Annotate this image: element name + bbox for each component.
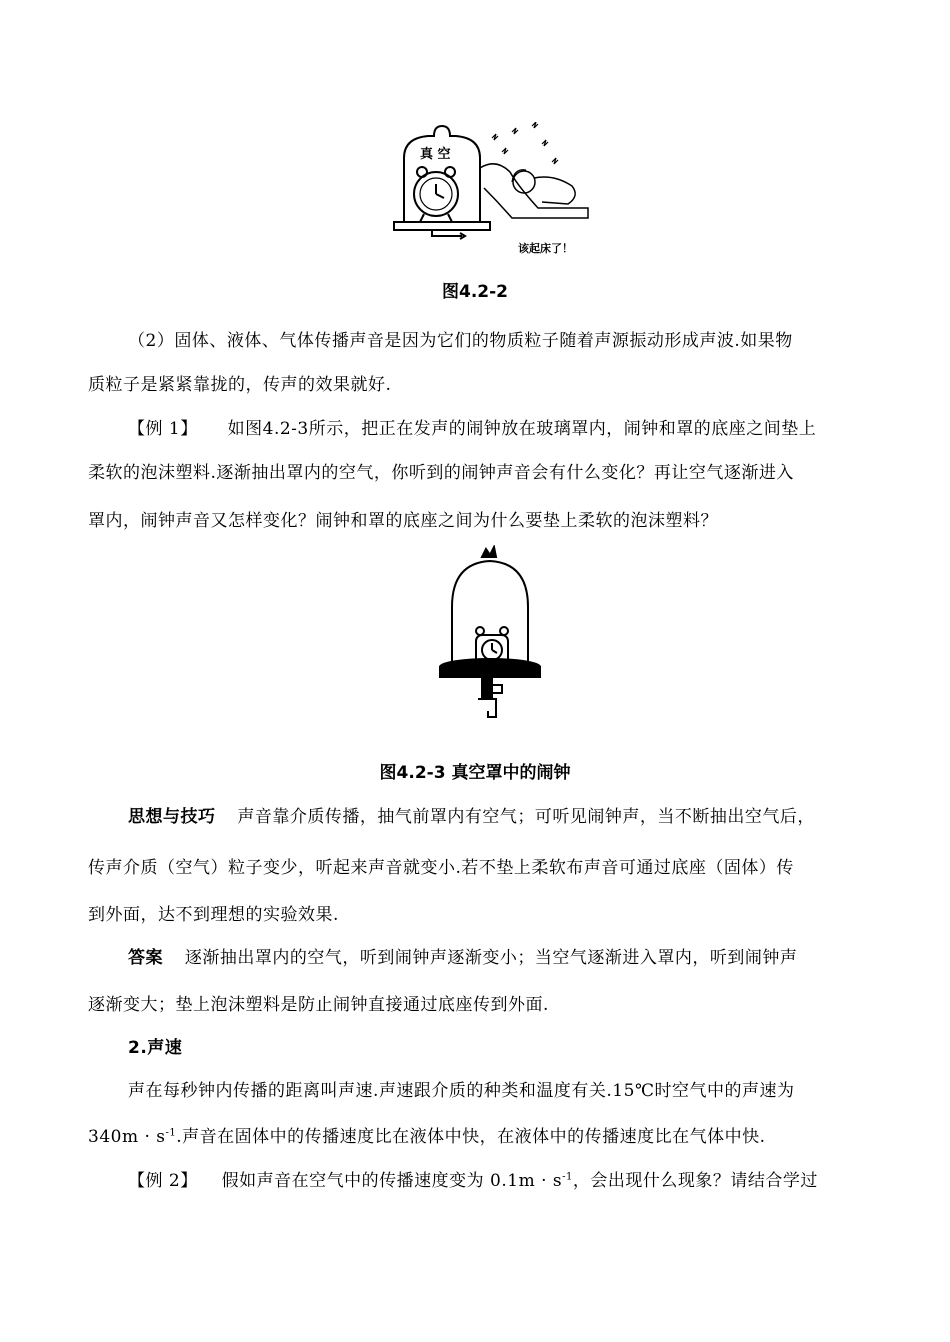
example2-exponent: -1 <box>562 1171 573 1183</box>
thinking-text1: 声音靠介质传播，抽气前罩内有空气；可听见闹钟声，当不断抽出空气后， <box>237 807 815 827</box>
speed-exponent: -1 <box>165 1127 177 1139</box>
jar-label: 真 空 <box>420 147 451 162</box>
example1-line3: 罩内，闹钟声音又怎样变化？闹钟和罩的底座之间为什么要垫上柔软的泡沫塑料？ <box>88 511 718 531</box>
section2-line1: 声在每秒钟内传播的距离叫声速.声速跟介质的种类和温度有关.15℃时空气中的声速为 <box>128 1081 795 1101</box>
example2-text-a: 假如声音在空气中的传播速度变为 0.1m · s <box>221 1171 563 1191</box>
example1-tag: 【例 1】 <box>128 419 198 439</box>
answer-label: 答案 <box>128 948 163 968</box>
example2-tag: 【例 2】 <box>128 1171 198 1191</box>
figure-vacuum-bell-jar <box>438 545 556 725</box>
section2-line2-text: .声音在固体中的传播速度比在液体中快，在液体中的传播速度比在气体中快. <box>176 1127 766 1147</box>
para1-line1: （2）固体、液体、气体传播声音是因为它们的物质粒子随着声源振动形成声波.如果物 <box>128 331 793 351</box>
example2-text-b: ，会出现什么现象？请结合学过 <box>572 1171 818 1191</box>
thinking-line3: 到外面，达不到理想的实验效果. <box>88 905 339 925</box>
section2-line2 <box>88 1122 766 1147</box>
speed-value: 340m · s <box>88 1127 166 1147</box>
figure-caption-2: 图4.2-3 真空罩中的闹钟 <box>379 763 571 783</box>
para1-line2: 质粒子是紧紧靠拢的，传声的效果就好. <box>88 375 392 395</box>
example1-line2: 柔软的泡沫塑料.逐渐抽出罩内的空气，你听到的闹钟声音会有什么变化？再让空气逐渐进入 <box>88 463 794 483</box>
example1-text1: 如图4.2-3所示，把正在发声的闹钟放在玻璃罩内，闹钟和罩的底座之间垫上 <box>227 419 817 439</box>
answer-line1 <box>128 943 797 968</box>
example1-line1 <box>128 414 816 439</box>
thinking-line2: 传声介质（空气）粒子变少，听起来声音就变小.若不垫上柔软布声音可通过底座（固体）传 <box>88 858 794 878</box>
thinking-line1 <box>128 802 815 827</box>
answer-text1: 逐渐抽出罩内的空气，听到闹钟声逐渐变小；当空气逐渐进入罩内，听到闹钟声 <box>184 948 798 968</box>
answer-line2: 逐渐变大；垫上泡沫塑料是防止闹钟直接通过底座传到外面. <box>88 995 549 1015</box>
figure-caption-1: 图4.2-2 <box>442 282 508 302</box>
section2-heading: 2.声速 <box>128 1038 183 1058</box>
thinking-label: 思想与技巧 <box>128 807 216 827</box>
speech-text: 该起床了！ <box>518 242 573 255</box>
example2-line1 <box>128 1166 818 1191</box>
figure-vacuum-jar-alarm <box>392 122 602 262</box>
